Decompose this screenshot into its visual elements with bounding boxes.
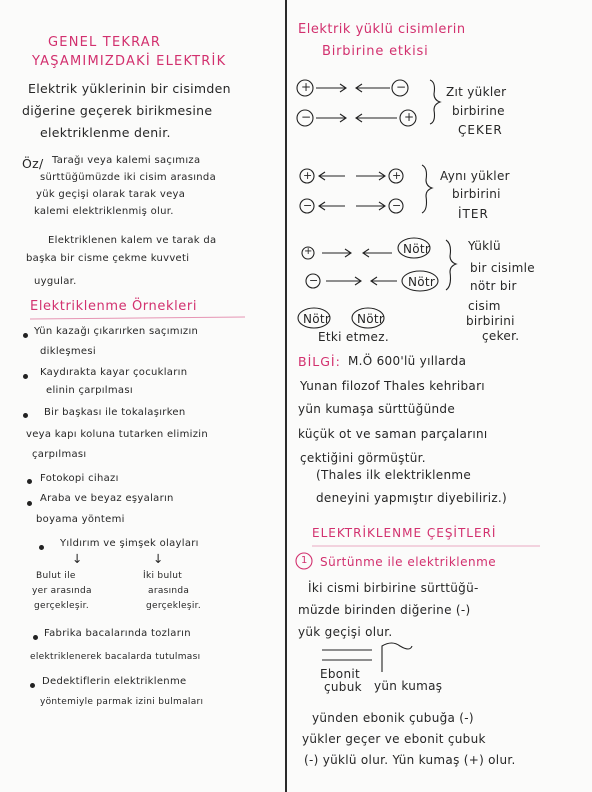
bullet-3-line-1: Bir başkası ile tokalaşırken bbox=[44, 407, 186, 418]
example-line-2: sürttüğümüzde iki cisim arasında bbox=[40, 172, 217, 183]
plus-sign: + bbox=[303, 169, 313, 182]
cloud-ground-line-2: yer arasında bbox=[32, 586, 92, 596]
neutral-label: Nötr bbox=[403, 242, 431, 256]
neutral-line-3: nötr bir bbox=[470, 279, 517, 293]
cloud-ground-line-1: Bulut ile bbox=[36, 571, 76, 581]
info-line-1: M.Ö 600'lü yıllarda bbox=[348, 354, 467, 368]
final-line-3: (-) yüklü olur. Yün kumaş (+) olur. bbox=[304, 753, 516, 767]
minus-sign: − bbox=[303, 199, 313, 212]
same-line-1: Aynı yükler bbox=[440, 169, 510, 183]
info-line-3: yün kumaşa sürttüğünde bbox=[298, 402, 456, 416]
charge-title-line-2: Birbirine etkisi bbox=[322, 44, 429, 59]
charge-title-line-1: Elektrik yüklü cisimlerin bbox=[298, 22, 466, 37]
number-one: 1 bbox=[301, 555, 308, 566]
bullet-2-line-1: Kaydırakta kayar çocukların bbox=[40, 367, 188, 378]
opposite-line-1: Zıt yükler bbox=[446, 85, 507, 99]
neutral-line-1: Yüklü bbox=[468, 239, 501, 253]
same-line-2: birbirini bbox=[452, 187, 501, 201]
info-line-6: (Thales ilk elektriklenme bbox=[316, 468, 472, 482]
neutral-label: Nötr bbox=[408, 275, 436, 289]
neutral-line-6: çeker. bbox=[482, 329, 520, 343]
arrow-down: ↓ bbox=[72, 551, 83, 566]
bullet-4-text: Fotokopi cihazı bbox=[40, 473, 119, 484]
rubbing-heading: Sürtünme ile elektriklenme bbox=[320, 555, 497, 569]
paragraph-line-3: uygular. bbox=[34, 276, 77, 287]
bullet-3-line-2: veya kapı koluna tutarken elimizin bbox=[26, 429, 208, 440]
info-line-7: deneyini yapmıştır diyebiliriz.) bbox=[316, 491, 508, 505]
bullet-2-line-2: elinin çarpılması bbox=[46, 385, 133, 396]
title-electricity: YAŞAMIMIZDAKİ ELEKTRİK bbox=[32, 54, 227, 69]
example-line-1: Tarağı veya kalemi saçımıza bbox=[52, 155, 201, 166]
example-label: Öz/ bbox=[22, 156, 44, 171]
neutral-line-5: birbirini bbox=[466, 314, 515, 328]
neutral-label: Nötr bbox=[303, 312, 331, 326]
opposite-line-2: birbirine bbox=[452, 104, 505, 118]
paragraph-line-1: Elektriklenen kalem ve tarak da bbox=[48, 235, 217, 246]
ebonit-label-line-1: Ebonit bbox=[320, 667, 360, 681]
opposite-line-3: ÇEKER bbox=[458, 123, 503, 137]
minus-sign: − bbox=[309, 274, 319, 287]
bullet-7-line-1: Fabrika bacalarında tozların bbox=[44, 628, 191, 639]
bullet-8-line-1: Dedektiflerin elektriklenme bbox=[42, 676, 187, 687]
plus-sign: + bbox=[304, 246, 313, 257]
info-line-4: küçük ot ve saman parçalarını bbox=[298, 427, 488, 441]
arrow-down: ↓ bbox=[153, 551, 164, 566]
two-clouds-line-1: İki bulut bbox=[143, 571, 183, 581]
bullet-1-line-1: Yün kazağı çıkarırken saçımızın bbox=[34, 326, 199, 337]
bullet-7-line-2: elektriklenerek bacalarda tutulması bbox=[30, 652, 201, 662]
final-line-1: yünden ebonik çubuğa (-) bbox=[312, 711, 474, 725]
two-clouds-line-3: gerçekleşir. bbox=[146, 601, 202, 611]
rubbing-line-2: müzde birinden diğerine (-) bbox=[298, 603, 471, 617]
info-line-5: çektiğini görmüştür. bbox=[300, 451, 426, 465]
info-line-2: Yunan filozof Thales kehribarı bbox=[300, 379, 485, 393]
same-line-3: İTER bbox=[458, 207, 489, 221]
paragraph-line-2: başka bir cisme çekme kuvveti bbox=[26, 253, 190, 264]
bullet-8-line-2: yöntemiyle parmak izini bulmaları bbox=[40, 697, 204, 707]
info-label: BİLGİ: bbox=[298, 354, 341, 369]
neutral-line-2: bir cisimle bbox=[470, 261, 535, 275]
ebonit-label-line-2: çubuk bbox=[324, 680, 362, 694]
example-line-3: yük geçişi olarak tarak veya bbox=[36, 189, 186, 200]
types-heading: ELEKTRİKLENME ÇEŞİTLERİ bbox=[312, 526, 497, 540]
neutral-line-4: cisim bbox=[468, 299, 501, 313]
no-effect-label: Etki etmez. bbox=[318, 330, 389, 344]
bullet-6-text: Yıldırım ve şimşek olayları bbox=[60, 538, 199, 549]
wool-label: yün kumaş bbox=[374, 679, 443, 693]
rubbing-line-1: İki cismi birbirine sürttüğü- bbox=[308, 581, 479, 595]
definition-line-3: elektriklenme denir. bbox=[40, 125, 171, 140]
plus-sign: + bbox=[404, 110, 415, 124]
plus-sign: + bbox=[392, 169, 402, 182]
minus-sign: − bbox=[396, 80, 407, 94]
definition-line-1: Elektrik yüklerinin bir cisimden bbox=[28, 81, 231, 96]
bullet-5-line-1: Araba ve beyaz eşyaların bbox=[40, 493, 174, 504]
neutral-label: Nötr bbox=[357, 312, 385, 326]
final-line-2: yükler geçer ve ebonit çubuk bbox=[302, 732, 486, 746]
plus-sign: + bbox=[301, 80, 312, 94]
example-line-4: kalemi elektriklenmiş olur. bbox=[34, 206, 174, 217]
minus-sign: − bbox=[392, 199, 402, 212]
minus-sign: − bbox=[301, 110, 312, 124]
cloud-ground-line-3: gerçekleşir. bbox=[34, 601, 90, 611]
two-clouds-line-2: arasında bbox=[148, 586, 190, 596]
rubbing-line-3: yük geçişi olur. bbox=[298, 625, 393, 639]
title-general-review: GENEL TEKRAR bbox=[48, 35, 162, 50]
definition-line-2: diğerine geçerek birikmesine bbox=[22, 103, 213, 118]
bullet-5-line-2: boyama yöntemi bbox=[36, 514, 125, 525]
examples-heading: Elektriklenme Örnekleri bbox=[30, 299, 198, 314]
bullet-1-line-2: dikleşmesi bbox=[40, 346, 96, 357]
bullet-3-line-3: çarpılması bbox=[32, 449, 87, 460]
